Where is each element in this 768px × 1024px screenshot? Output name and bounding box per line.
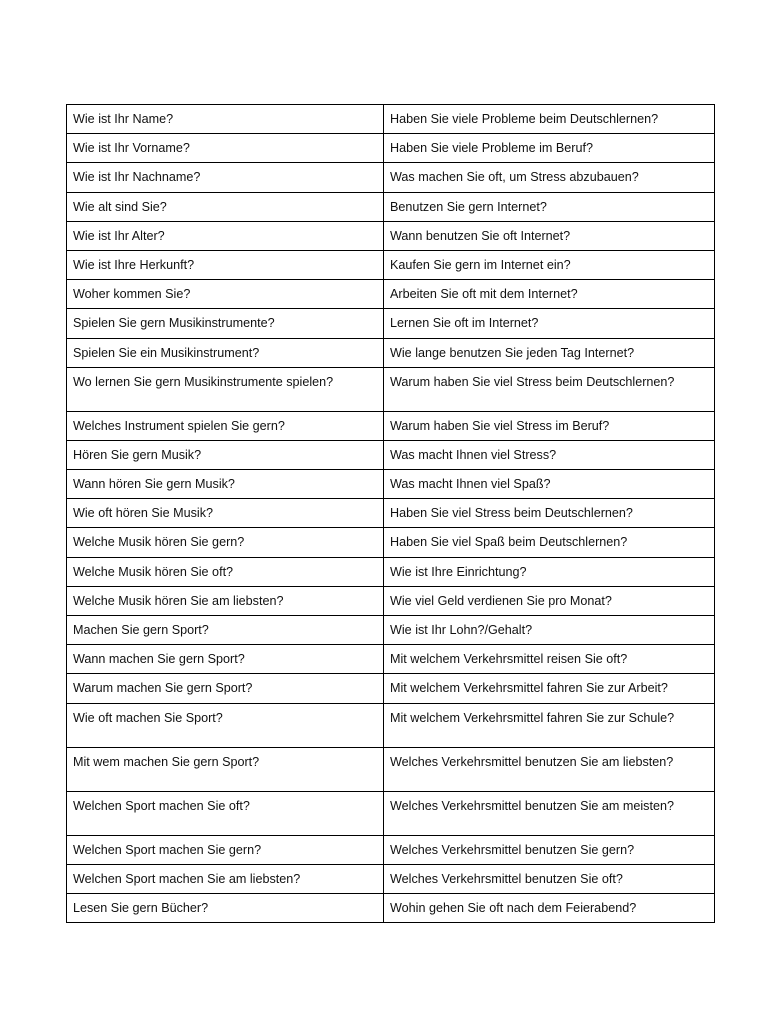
- question-cell-left: Welchen Sport machen Sie oft?: [67, 791, 384, 835]
- question-cell-left: Welchen Sport machen Sie am liebsten?: [67, 864, 384, 893]
- question-cell-left: Wie oft machen Sie Sport?: [67, 703, 384, 747]
- table-row: [67, 864, 715, 893]
- table-row: [67, 192, 715, 221]
- question-cell-right: Welches Verkehrsmittel benutzen Sie oft?: [384, 864, 715, 893]
- question-cell-left: Machen Sie gern Sport?: [67, 616, 384, 645]
- table-row: [67, 411, 715, 440]
- question-cell-left: Spielen Sie gern Musikinstrumente?: [67, 309, 384, 338]
- question-cell-right: Wohin gehen Sie oft nach dem Feierabend?: [384, 893, 715, 922]
- question-cell-left: Welchen Sport machen Sie gern?: [67, 835, 384, 864]
- question-cell-right: Wie lange benutzen Sie jeden Tag Internet?: [384, 338, 715, 367]
- table-row: [67, 163, 715, 192]
- question-cell-left: Welches Instrument spielen Sie gern?: [67, 411, 384, 440]
- question-cell-right: Wie viel Geld verdienen Sie pro Monat?: [384, 586, 715, 615]
- table-row: [67, 586, 715, 615]
- question-cell-left: Warum machen Sie gern Sport?: [67, 674, 384, 703]
- question-cell-left: Wie ist Ihr Name?: [67, 105, 384, 134]
- table-row: [67, 134, 715, 163]
- table-row: [67, 309, 715, 338]
- question-cell-right: Haben Sie viele Probleme im Beruf?: [384, 134, 715, 163]
- question-cell-right: Warum haben Sie viel Stress beim Deutschlernen?: [384, 367, 715, 411]
- question-cell-left: Wie ist Ihre Herkunft?: [67, 250, 384, 279]
- table-row: [67, 499, 715, 528]
- question-cell-left: Wie ist Ihr Vorname?: [67, 134, 384, 163]
- question-cell-left: Wann machen Sie gern Sport?: [67, 645, 384, 674]
- table-row: [67, 747, 715, 791]
- question-cell-left: Wie ist Ihr Alter?: [67, 221, 384, 250]
- question-cell-right: Lernen Sie oft im Internet?: [384, 309, 715, 338]
- table-row: [67, 674, 715, 703]
- table-row: [67, 440, 715, 469]
- question-cell-right: Mit welchem Verkehrsmittel fahren Sie zur Arbeit?: [384, 674, 715, 703]
- table-row: [67, 470, 715, 499]
- question-cell-left: Mit wem machen Sie gern Sport?: [67, 747, 384, 791]
- table-row: [67, 791, 715, 835]
- question-cell-right: Welches Verkehrsmittel benutzen Sie gern?: [384, 835, 715, 864]
- question-cell-left: Wann hören Sie gern Musik?: [67, 470, 384, 499]
- question-cell-left: Wie oft hören Sie Musik?: [67, 499, 384, 528]
- question-cell-right: Benutzen Sie gern Internet?: [384, 192, 715, 221]
- question-cell-right: Mit welchem Verkehrsmittel reisen Sie oft?: [384, 645, 715, 674]
- question-cell-left: Welche Musik hören Sie am liebsten?: [67, 586, 384, 615]
- question-cell-left: Wie alt sind Sie?: [67, 192, 384, 221]
- table-row: [67, 645, 715, 674]
- question-cell-left: Wo lernen Sie gern Musikinstrumente spielen?: [67, 367, 384, 411]
- question-cell-right: Haben Sie viel Stress beim Deutschlernen?: [384, 499, 715, 528]
- question-cell-left: Spielen Sie ein Musikinstrument?: [67, 338, 384, 367]
- question-cell-left: Welche Musik hören Sie gern?: [67, 528, 384, 557]
- table-row: [67, 338, 715, 367]
- question-cell-right: Haben Sie viele Probleme beim Deutschlernen?: [384, 105, 715, 134]
- table-row: [67, 835, 715, 864]
- table-row: [67, 105, 715, 134]
- question-cell-left: Woher kommen Sie?: [67, 280, 384, 309]
- table-row: [67, 616, 715, 645]
- question-cell-left: Welche Musik hören Sie oft?: [67, 557, 384, 586]
- table-row: [67, 528, 715, 557]
- question-cell-right: Arbeiten Sie oft mit dem Internet?: [384, 280, 715, 309]
- question-cell-right: Wie ist Ihr Lohn?/Gehalt?: [384, 616, 715, 645]
- question-table: [66, 104, 715, 923]
- question-cell-right: Wann benutzen Sie oft Internet?: [384, 221, 715, 250]
- question-cell-right: Was macht Ihnen viel Stress?: [384, 440, 715, 469]
- question-cell-right: Kaufen Sie gern im Internet ein?: [384, 250, 715, 279]
- question-cell-left: Lesen Sie gern Bücher?: [67, 893, 384, 922]
- question-cell-right: Haben Sie viel Spaß beim Deutschlernen?: [384, 528, 715, 557]
- question-cell-right: Mit welchem Verkehrsmittel fahren Sie zur Schule?: [384, 703, 715, 747]
- table-row: [67, 893, 715, 922]
- question-cell-right: Was machen Sie oft, um Stress abzubauen?: [384, 163, 715, 192]
- table-row: [67, 221, 715, 250]
- question-cell-right: Was macht Ihnen viel Spaß?: [384, 470, 715, 499]
- question-cell-left: Hören Sie gern Musik?: [67, 440, 384, 469]
- question-cell-right: Wie ist Ihre Einrichtung?: [384, 557, 715, 586]
- table-row: [67, 557, 715, 586]
- table-row: [67, 280, 715, 309]
- table-row: [67, 250, 715, 279]
- question-cell-right: Welches Verkehrsmittel benutzen Sie am liebsten?: [384, 747, 715, 791]
- question-cell-left: Wie ist Ihr Nachname?: [67, 163, 384, 192]
- question-cell-right: Warum haben Sie viel Stress im Beruf?: [384, 411, 715, 440]
- table-row: [67, 367, 715, 411]
- table-row: [67, 703, 715, 747]
- question-cell-right: Welches Verkehrsmittel benutzen Sie am meisten?: [384, 791, 715, 835]
- question-table-body: [67, 105, 715, 923]
